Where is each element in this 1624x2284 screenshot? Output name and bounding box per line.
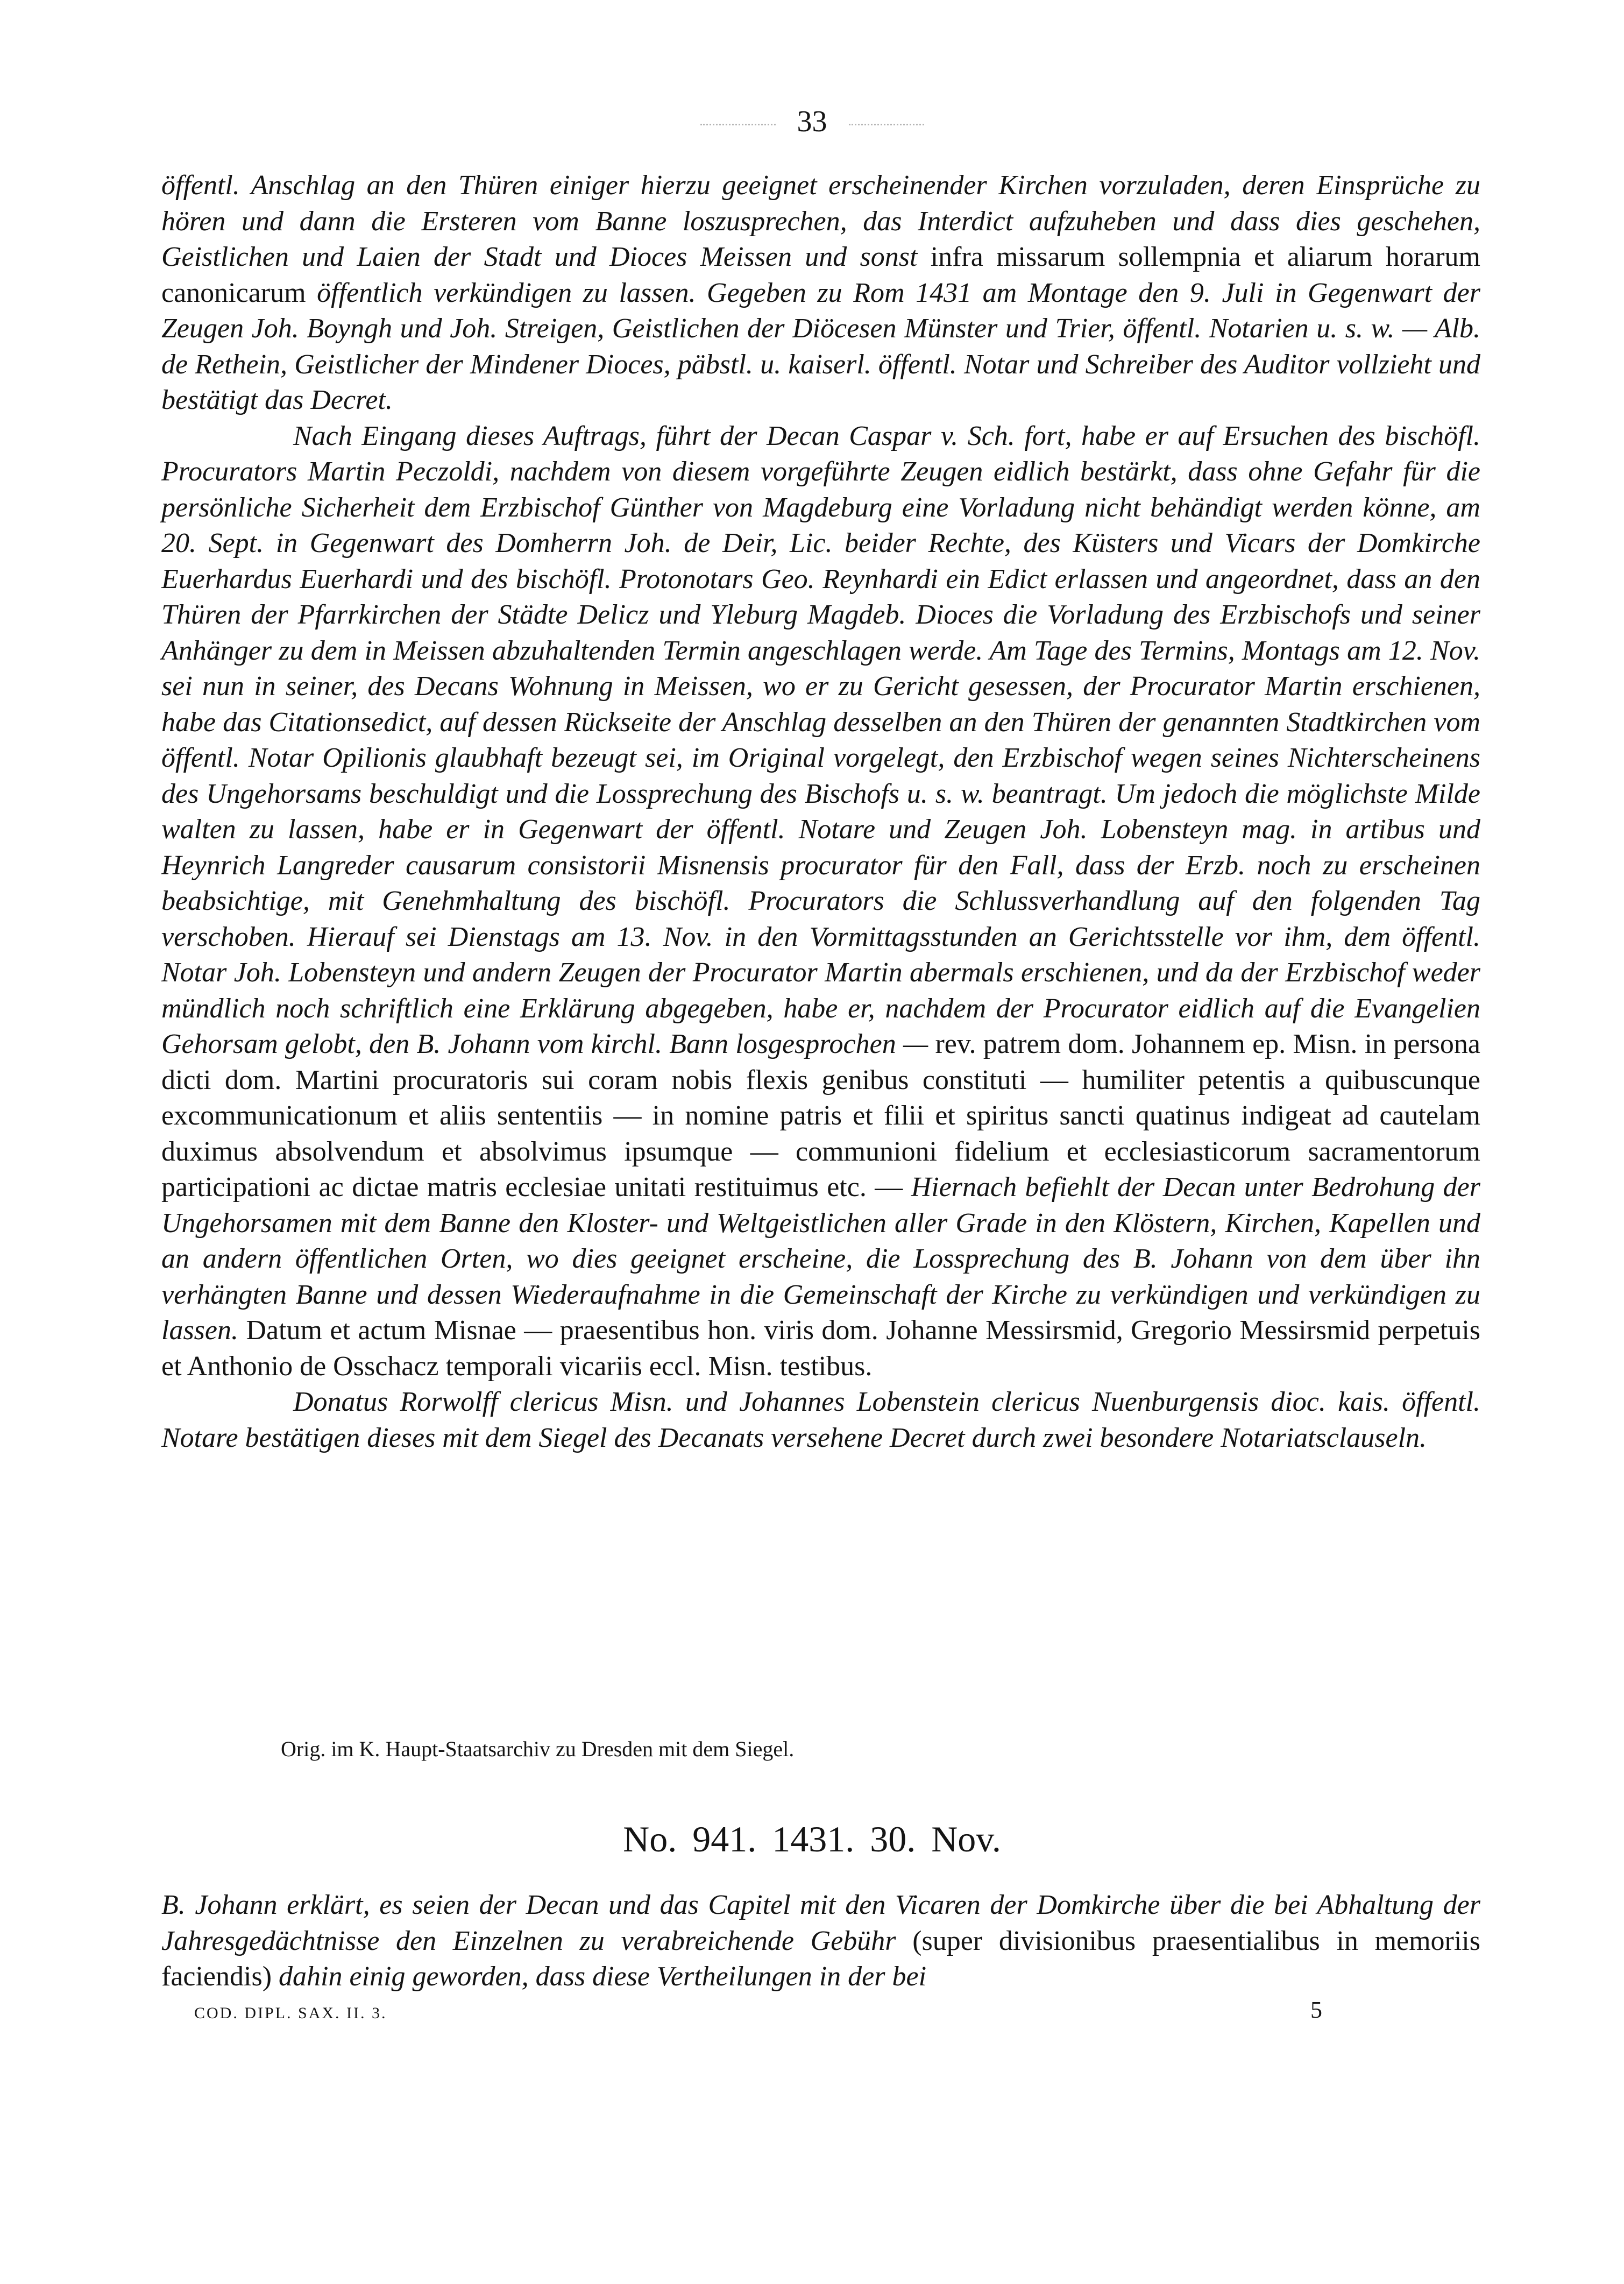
page-number: 33: [797, 105, 827, 138]
header-rule-left: [700, 124, 776, 125]
paragraph-summary: [161, 1887, 1480, 1995]
page-header: [0, 107, 1624, 137]
document-summary: [161, 1887, 1480, 1995]
text-segment: Nach Eingang dieses Auftrags, führt der Decan Caspar v. Sch. fort, habe er auf Ersuchen des bischöfl. Procurators Martin Peczoldi, nachdem von diesem vorgeführte Zeugen eidlich bestärkt, dass ohne Gefahr für die persönliche Sicherheit dem Erzbischof Günther von Magdeburg eine Vorladung nicht behändigt werden könne, am 20. Sept. in Gegenwart des Domherrn Joh. de Deir, Lic. beider Rechte, des Küsters und Vicars der Domkirche Euerhardus Euerhardi und des bischöfl. Protonotars Geo. Reynhardi ein Edict erlassen und angeordnet, dass an den Thüren der Pfarrkirchen der Städte Delicz und Yleburg Magdeb. Dioces die Vorladung des Erzbischofs und seiner Anhänger zu dem in Meissen abzuhaltenden Termin angeschlagen werde. Am Tage des Termins, Montags am 12. Nov. sei nun in seiner, des Decans Wohnung in Meissen, wo er zu Gericht gesessen, der Procurator Martin erschienen, habe das Citationsedict, auf dessen Rückseite der Anschlag desselben an den Thüren der genannten Stadtkirchen vom öffentl. Notar Opilionis glaubhaft bezeugt sei, im Original vorgelegt, den Erzbischof wegen seines Nichterscheinens des Ungehorsams beschuldigt und die Lossprechung des Bischofs u. s. w. beantragt. Um jedoch die möglichste Milde walten zu lassen, habe er in Gegenwart der öffentl. Notare und Zeugen Joh. Lobensteyn mag. in artibus und Heynrich Langreder causarum consistorii Misnensis procurator für den Fall, dass der Erzb. noch zu erscheinen beabsichtige, mit Genehmhaltung des bischöfl. Procurators die Schlussverhandlung auf den folgenden Tag verschoben. Hierauf sei Dienstags am 13. Nov. in den Vormittagsstunden an Gerichtsstelle vor ihm, dem öffentl. Notar Joh. Lobensteyn und andern Zeugen der Procurator Martin abermals erschienen, und da der Erzbischof weder mündlich noch schriftlich eine Erklärung abgegeben, habe er, nachdem der Procurator eidlich auf die Evangelien Gehorsam gelobt, den B. Johann vom kirchl. Bann losgesprochen —: [161, 420, 1480, 1059]
text-segment: Datum et actum Misnae — praesentibus hon. viris dom. Johanne Messirsmid, Gregorio Messirsmid perpetuis et Anthonio de Osschacz temporali vicariis eccl. Misn. testibus.: [161, 1315, 1480, 1382]
paragraph-notaries: [161, 1384, 1480, 1456]
sheet-number: 5: [1310, 1997, 1322, 2023]
sheet-signature: COD. DIPL. SAX. II. 3.: [194, 2004, 387, 2022]
archive-note: Orig. im K. Haupt-Staatsarchiv zu Dresden mit dem Siegel.: [281, 1737, 795, 1761]
text-segment: Hiernach befiehlt der Decan unter Bedrohung der Ungehorsamen mit dem Banne den Kloster- und Weltgeistlichen aller Grade in den Klöstern, Kirchen, Kapellen und an andern öffentlichen Orten, wo dies geeignet erscheine, die Lossprechung des B. Johann von dem über ihn verhängten Banne und dessen Wiederaufnahme in die Gemeinschaft der Kirche zu verkündigen und verkündigen zu lassen.: [161, 1172, 1480, 1346]
text-segment: öffentlich verkündigen zu lassen. Gegeben zu Rom 1431 am Montage den 9. Juli in Gegenwart der Zeugen Joh. Boyngh und Joh. Streigen, Geistlichen der Diöcesen Münster und Trier, öffentl. Notarien u. s. w. — Alb. de Rethein, Geistlicher der Mindener Dioces, päbstl. u. kaiserl. öffentl. Notar und Schreiber des Auditor vollzieht und bestätigt das Decret.: [161, 277, 1480, 415]
paragraph-decan-procedure: [161, 419, 1480, 1385]
text-segment: infra missarum sollempnia et aliarum horarum canonicarum: [161, 242, 1480, 308]
text-segment: Donatus Rorwolff clericus Misn. und Johannes Lobenstein clericus Nuenburgensis dioc. kais. öffentl. Notare bestätigen dieses mit dem Siegel des Decanats versehene Decret durch zwei besondere Notariatsclauseln.: [161, 1387, 1480, 1453]
text-segment: dahin einig geworden, dass diese Vertheilungen in der bei: [279, 1961, 927, 1992]
paragraph-continuation: [161, 168, 1480, 419]
text-segment: rev. patrem dom. Johannem ep. Misn. in persona dicti dom. Martini procuratoris sui coram nobis flexis genibus constituti — humiliter petentis a quibuscunque excommunicationum et aliis sententiis — in nomine patris et filii et spiritus sancti quatinus indigeat ad cautelam duximus absolvendum et absolvimus ipsumque — communioni fidelium et ecclesiasticorum sacramentorum participationi ac dictae matris ecclesiae unitati restituimus etc. —: [161, 1029, 1480, 1203]
text-segment: (super divisionibus praesentialibus in memoriis faciendis): [161, 1925, 1480, 1992]
header-rule-right: [849, 124, 924, 125]
text-segment: öffentl. Anschlag an den Thüren einiger hierzu geeignet erscheinender Kirchen vorzuladen, deren Einsprüche zu hören und dann die Ersteren vom Banne loszusprechen, das Interdict aufzuheben und dass dies geschehen, Geistlichen und Laien der Stadt und Dioces Meissen und sonst: [161, 170, 1480, 272]
text-segment: B. Johann erklärt, es seien der Decan und das Capitel mit den Vicaren der Domkirche über die bei Abhaltung der Jahresgedächtnisse den Einzelnen zu verabreichende Gebühr: [161, 1890, 1480, 1956]
main-text: [161, 168, 1480, 1456]
document-heading: No. 941. 1431. 30. Nov.: [623, 1819, 1001, 1859]
